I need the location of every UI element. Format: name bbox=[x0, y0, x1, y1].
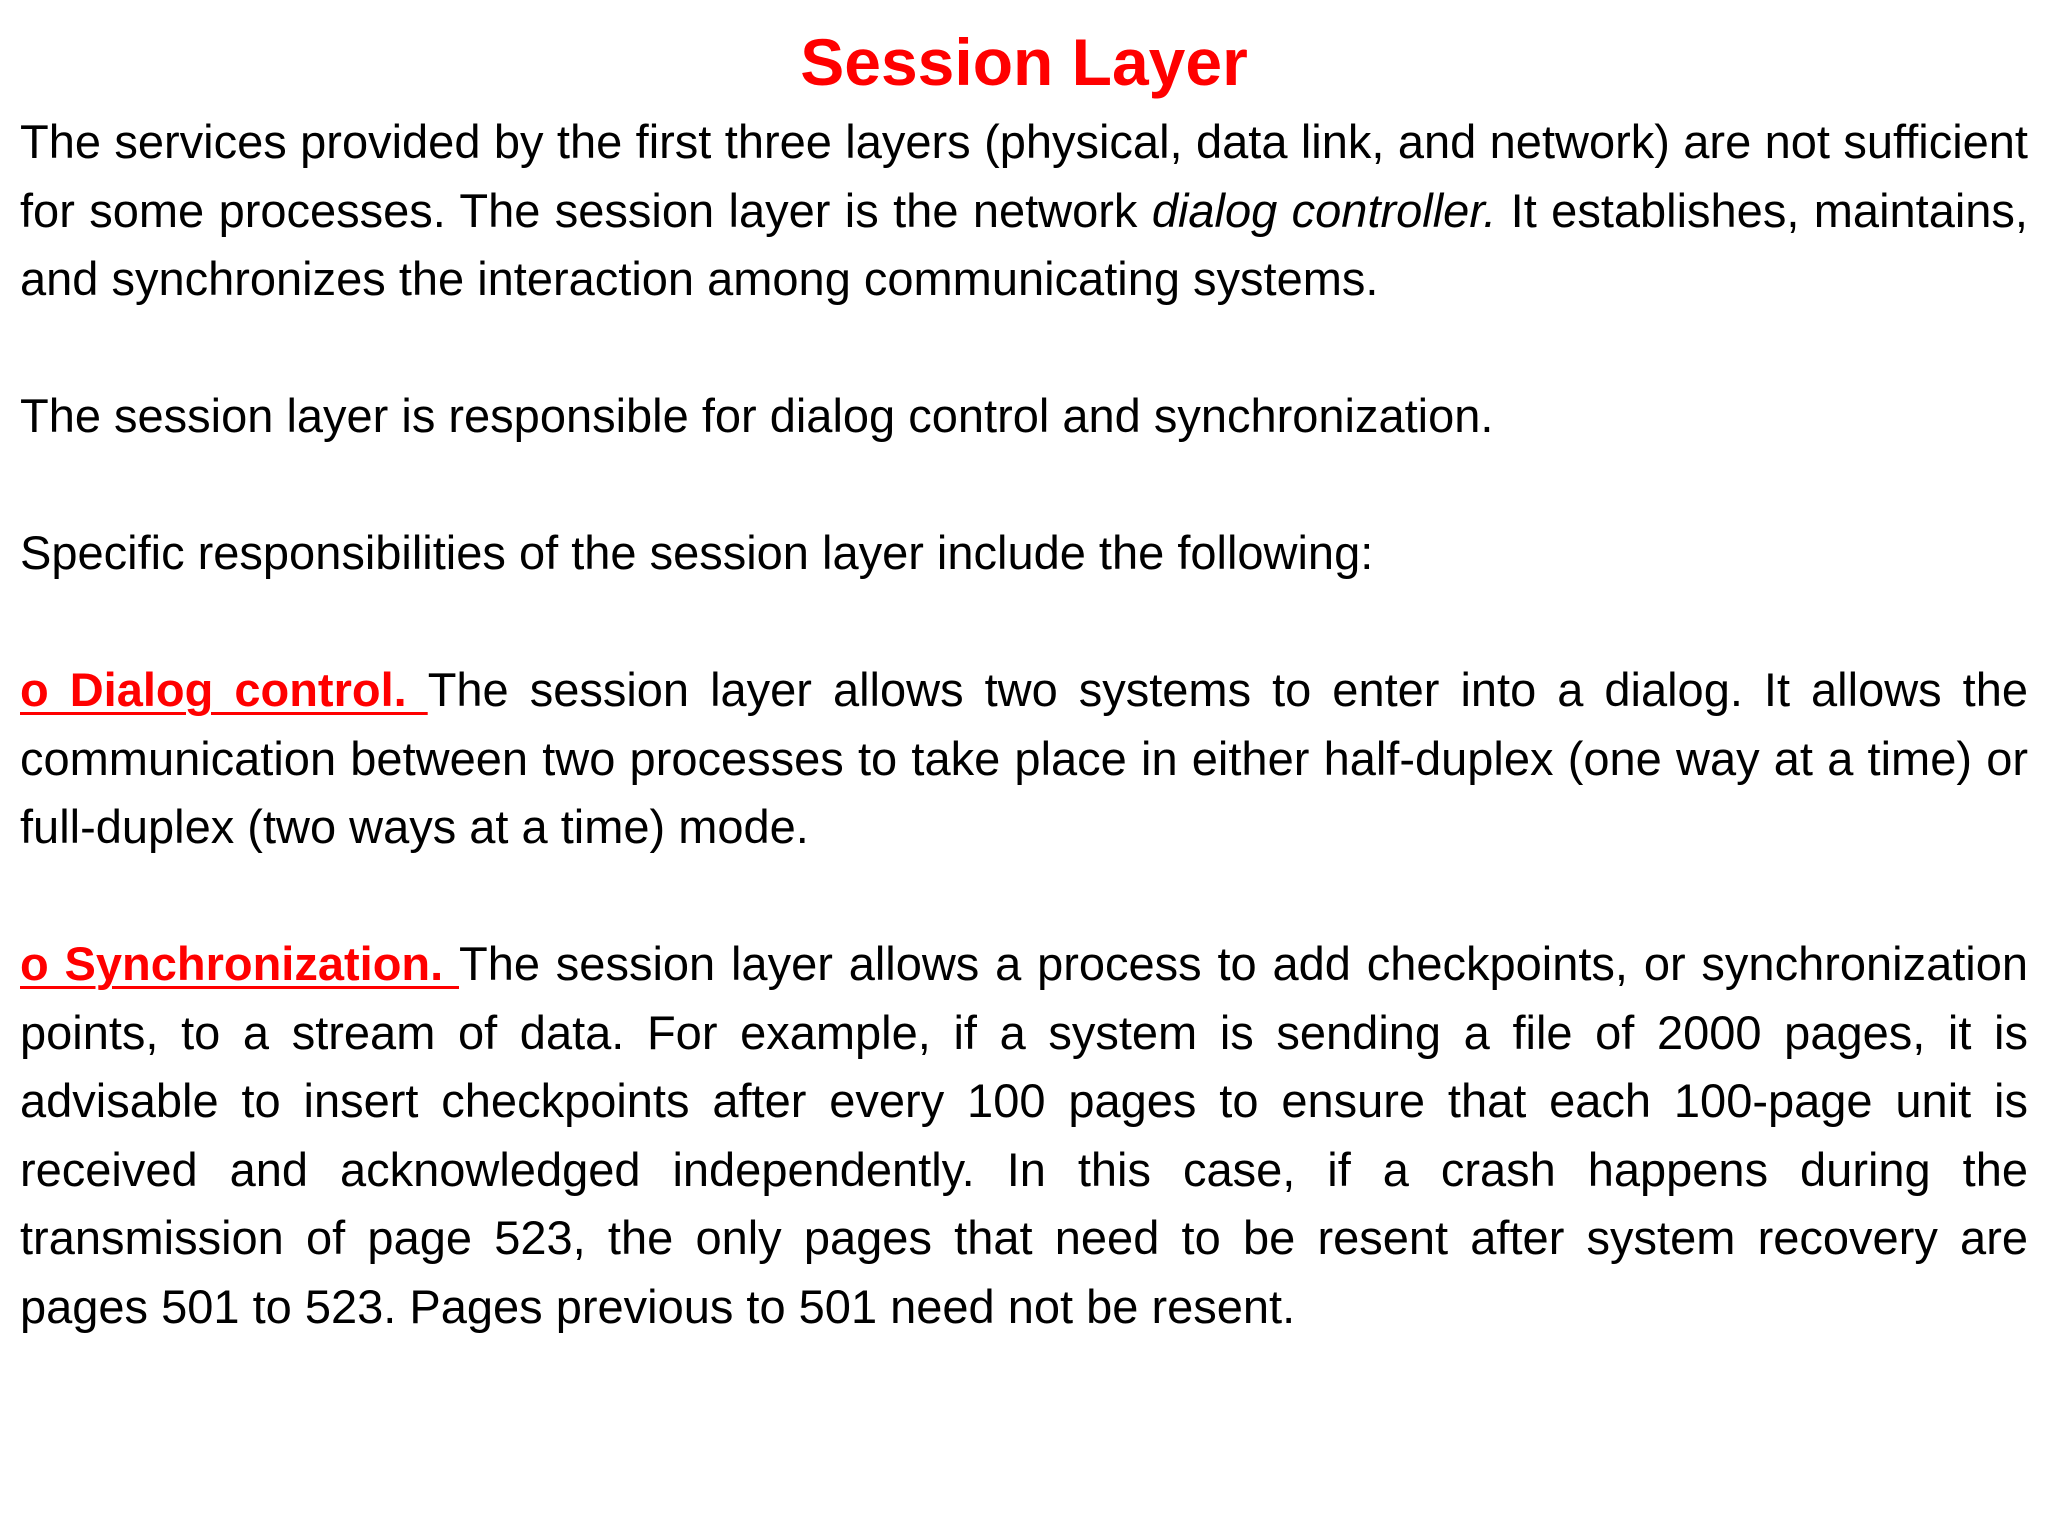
spacer bbox=[20, 588, 2028, 657]
spacer bbox=[20, 451, 2028, 520]
responsibility-statement: The session layer is responsible for dialog control and synchronization. bbox=[20, 389, 1494, 442]
intro-text-after: It establishes, maintains, and synchronizes the interaction among communicating systems. bbox=[20, 183, 2028, 305]
intro-italic-term: dialog controller. bbox=[1151, 183, 1497, 237]
list-intro: Specific responsibilities of the session layer include the following: bbox=[20, 526, 1374, 579]
spacer bbox=[20, 314, 2028, 383]
intro-text-before: The services provided by the first three layers (physical, data link, and network) are not sufficient for some processes. The session layer is the network bbox=[20, 115, 2028, 237]
list-item-text: The session layer allows a process to add checkpoints, or synchronization points, to a stream of data. For example, if a system is sending a file of 2000 pages, it is advisable to insert checkpoints after every 100 pages to ensure that each 100-page unit is received and acknowledged independently. In this case, if a crash happens during the transmission of page 523, the only pages that need to be resent after system recovery are pages 501 to 523. Pages previous to 501 need not be resent. bbox=[20, 937, 2028, 1333]
spacer bbox=[20, 862, 2028, 931]
page-title: Session Layer bbox=[800, 25, 1248, 99]
slide-body bbox=[20, 108, 2028, 1341]
list-item-dialog-control bbox=[20, 656, 2028, 862]
intro-paragraph bbox=[20, 108, 2028, 314]
list-item-term: o Dialog control. bbox=[20, 663, 428, 716]
list-item-text: The session layer allows two systems to enter into a dialog. It allows the communication between two processes to take place in either half-duplex (one way at a time) or full-duplex (two ways at a time) mode. bbox=[20, 663, 2028, 853]
list-item-term: o Synchronization. bbox=[20, 937, 459, 990]
list-item-synchronization bbox=[20, 930, 2028, 1341]
